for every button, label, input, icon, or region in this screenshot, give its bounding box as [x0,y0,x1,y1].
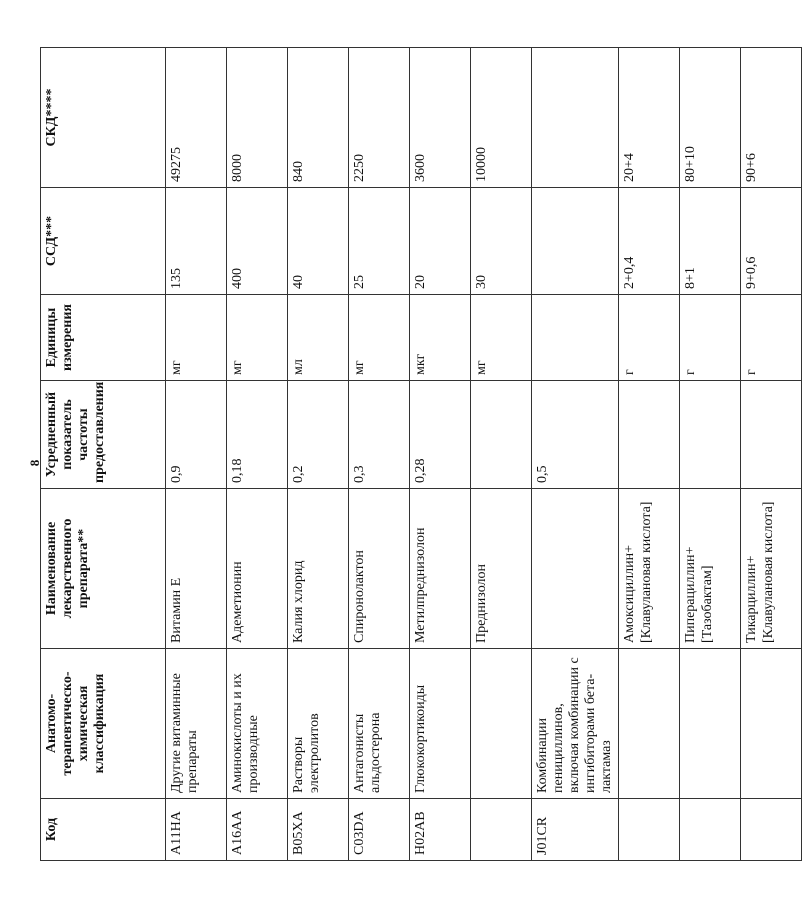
drug-table [40,47,802,861]
cell-freq [619,381,680,489]
cell-unit: мл [288,295,349,381]
cell-unit [532,295,619,381]
cell-skd: 90+6 [741,48,802,188]
header-ssd: ССД*** [41,188,166,295]
cell-skd: 20+4 [619,48,680,188]
table-row [619,48,680,861]
header-freq: Усредненный показатель частоты предоставления [41,381,166,489]
cell-ssd: 20 [410,188,471,295]
cell-ssd: 135 [166,188,227,295]
cell-unit: г [741,295,802,381]
header-row [41,48,166,861]
header-unit: Единицы измерения [41,295,166,381]
cell-code: A11HA [166,799,227,861]
cell-ssd: 40 [288,188,349,295]
cell-drug: Калия хлорид [288,489,349,649]
cell-freq: 0,9 [166,381,227,489]
cell-atc [680,649,741,799]
cell-drug: Преднизолон [471,489,532,649]
cell-freq: 0,5 [532,381,619,489]
cell-drug: Тикарциллин+ [Клавулановая кислота] [741,489,802,649]
cell-unit: мг [349,295,410,381]
table-row [166,48,227,861]
cell-code [619,799,680,861]
cell-unit: г [680,295,741,381]
cell-freq: 0,28 [410,381,471,489]
header-atc: Анатомо-терапевтическо-химическая классификация [41,649,166,799]
cell-drug: Метилпреднизолон [410,489,471,649]
cell-skd: 840 [288,48,349,188]
cell-skd: 49275 [166,48,227,188]
cell-freq [680,381,741,489]
rotated-table-wrapper [40,48,776,861]
cell-skd [532,48,619,188]
cell-ssd: 9+0,6 [741,188,802,295]
table-row [227,48,288,861]
cell-ssd: 400 [227,188,288,295]
cell-unit: мг [471,295,532,381]
table-row [680,48,741,861]
cell-skd: 80+10 [680,48,741,188]
cell-skd: 2250 [349,48,410,188]
cell-drug: Витамин Е [166,489,227,649]
cell-ssd: 30 [471,188,532,295]
cell-atc [471,649,532,799]
cell-ssd: 2+0,4 [619,188,680,295]
cell-atc: Глюкокортикоиды [410,649,471,799]
table-row [288,48,349,861]
cell-code: B05XA [288,799,349,861]
cell-freq: 0,3 [349,381,410,489]
cell-atc: Комбинации пенициллинов, включая комбинации с ингибиторами бета-лактамаз [532,649,619,799]
cell-unit: мг [227,295,288,381]
cell-ssd [532,188,619,295]
cell-drug: Адеметионин [227,489,288,649]
cell-unit: мг [166,295,227,381]
header-drug: Наименование лекарственного препарата** [41,489,166,649]
cell-skd: 3600 [410,48,471,188]
table-row [471,48,532,861]
cell-freq [471,381,532,489]
table-row [410,48,471,861]
table-row [532,48,619,861]
cell-code [680,799,741,861]
cell-drug: Амоксициллин+ [Клавулановая кислота] [619,489,680,649]
cell-code [471,799,532,861]
cell-code: H02AB [410,799,471,861]
table-row [741,48,802,861]
cell-atc: Другие витаминные препараты [166,649,227,799]
cell-atc [619,649,680,799]
cell-ssd: 8+1 [680,188,741,295]
header-code: Код [41,799,166,861]
cell-freq [741,381,802,489]
cell-code: C03DA [349,799,410,861]
cell-ssd: 25 [349,188,410,295]
cell-freq: 0,18 [227,381,288,489]
cell-unit: мкг [410,295,471,381]
cell-code: A16AA [227,799,288,861]
cell-skd: 8000 [227,48,288,188]
cell-code [741,799,802,861]
table-row [349,48,410,861]
header-skd: СКД**** [41,48,166,188]
cell-atc: Аминокислоты и их производные [227,649,288,799]
cell-drug [532,489,619,649]
cell-atc: Антагонисты альдостерона [349,649,410,799]
cell-atc: Растворы электролитов [288,649,349,799]
cell-skd: 10000 [471,48,532,188]
cell-atc [741,649,802,799]
cell-drug: Спиронолактон [349,489,410,649]
cell-code: J01CR [532,799,619,861]
cell-drug: Пиперациллин+ [Тазобактам] [680,489,741,649]
cell-unit: г [619,295,680,381]
page-number: 8 [27,459,42,467]
cell-freq: 0,2 [288,381,349,489]
